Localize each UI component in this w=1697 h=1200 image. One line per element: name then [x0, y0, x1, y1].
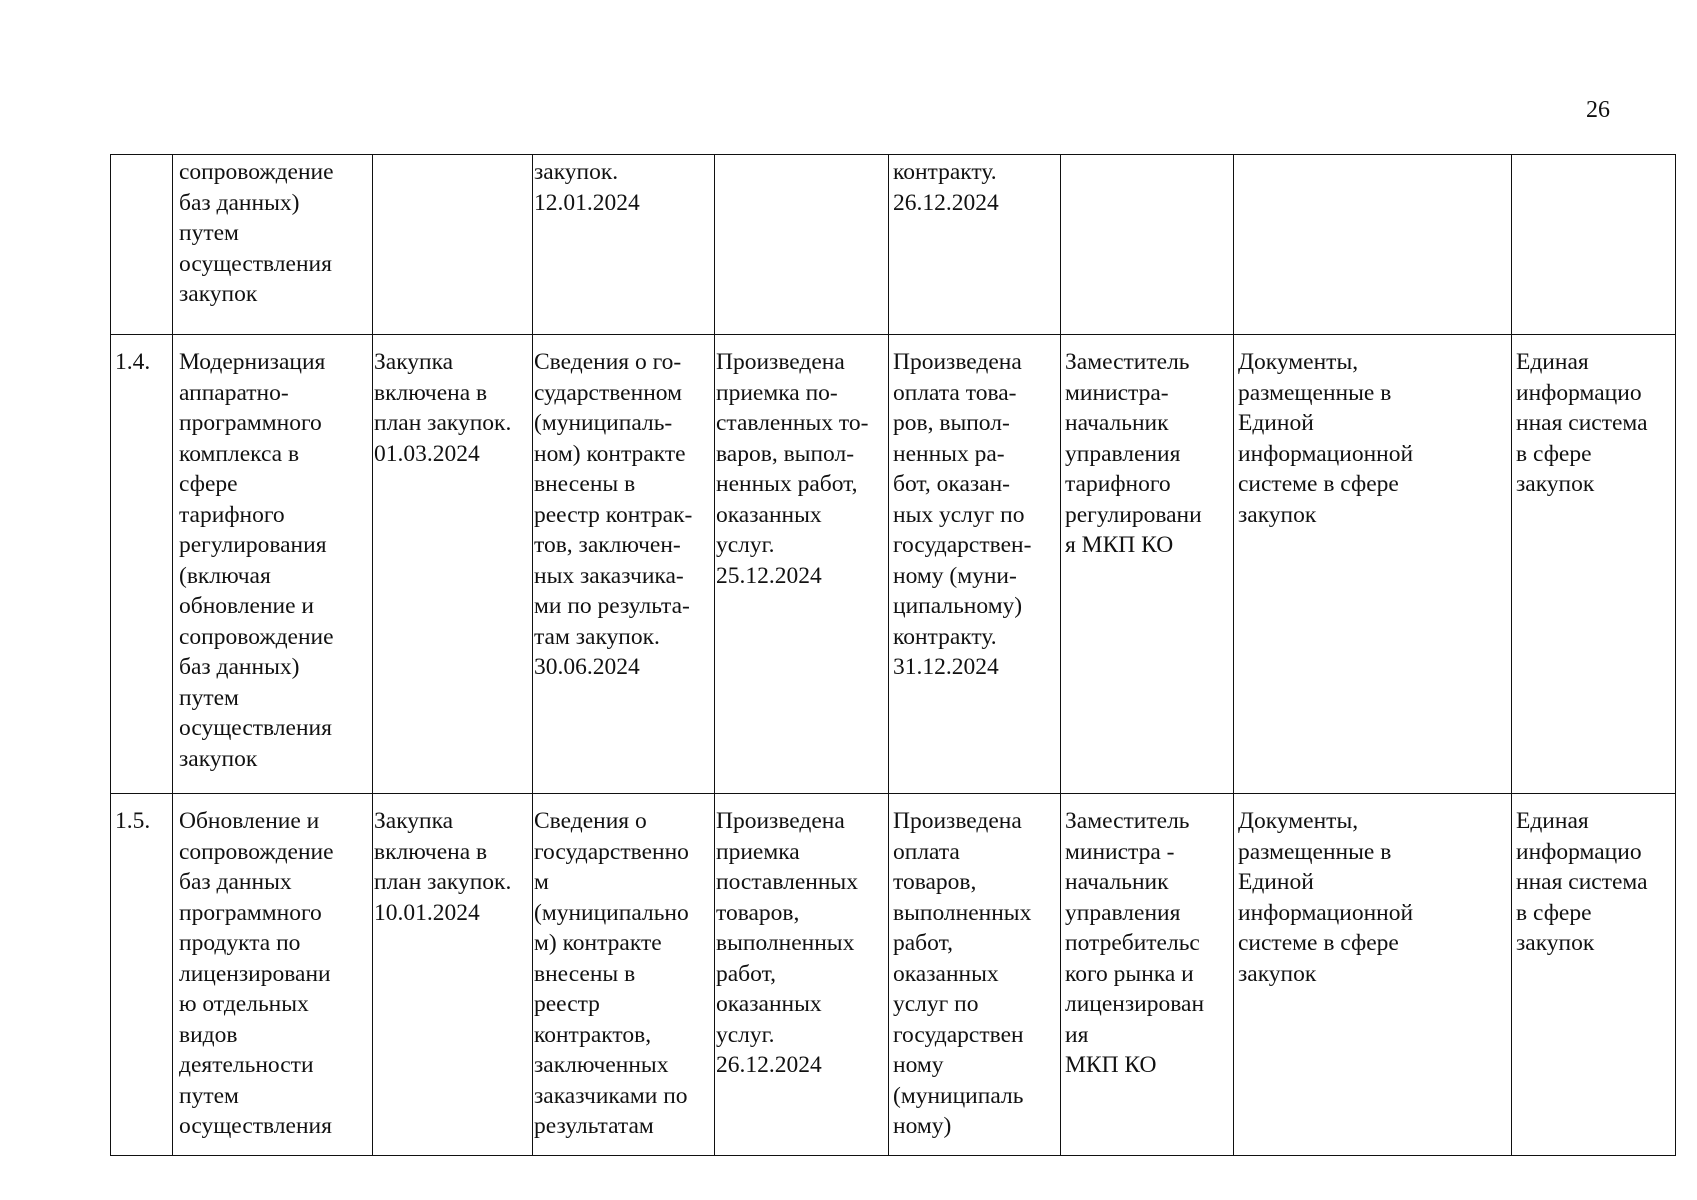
- info-system-cell: Единая информацио нная система в сфере закупок: [1512, 335, 1676, 794]
- event-name-cell: Модернизация аппаратно- программного комплекса в сфере тарифного регулирования (включая обновление и сопровождение баз данных) путем осуществления закупок: [173, 335, 373, 794]
- contract-registry-cell: Сведения о государственно м (муниципально м) контракте внесены в реестр контрактов, заключенных заказчиками по результатам: [533, 794, 715, 1156]
- responsible-cell: Заместитель министра - начальник управления потребительс кого рынка и лицензирован ия МКП КО: [1061, 794, 1234, 1156]
- table-row: [111, 155, 1676, 335]
- payment-cell: Произведена оплата това- ров, выпол- ненных ра- бот, оказан- ных услуг по государствен- ному (муни- ципальному) контракту. 31.12.2024: [889, 335, 1061, 794]
- documents-cell: Документы, размещенные в Единой информационной системе в сфере закупок: [1234, 335, 1512, 794]
- event-name-cell: сопровождение баз данных) путем осуществления закупок: [173, 155, 373, 335]
- payment-cell: Произведена оплата товаров, выполненных работ, оказанных услуг по государствен ному (муниципаль ному): [889, 794, 1061, 1156]
- documents-cell: Документы, размещенные в Единой информационной системе в сфере закупок: [1234, 794, 1512, 1156]
- page-number: 26: [1586, 97, 1610, 123]
- acceptance-cell: [715, 155, 889, 335]
- event-name-cell: Обновление и сопровождение баз данных программного продукта по лицензировани ю отдельных видов деятельности путем осуществления: [173, 794, 373, 1156]
- row-number-cell: [111, 155, 173, 335]
- inclusion-cell: Закупка включена в план закупок. 10.01.2024: [373, 794, 533, 1156]
- documents-cell: [1234, 155, 1512, 335]
- inclusion-cell: [373, 155, 533, 335]
- events-table: [110, 154, 1676, 1156]
- info-system-cell: Единая информацио нная система в сфере закупок: [1512, 794, 1676, 1156]
- inclusion-cell: Закупка включена в план закупок. 01.03.2024: [373, 335, 533, 794]
- row-number-cell: 1.4.: [111, 335, 173, 794]
- contract-registry-cell: закупок. 12.01.2024: [533, 155, 715, 335]
- table-row: [111, 335, 1676, 794]
- responsible-cell: Заместитель министра- начальник управления тарифного регулировани я МКП КО: [1061, 335, 1234, 794]
- table-row: [111, 794, 1676, 1156]
- acceptance-cell: Произведена приемка поставленных товаров, выполненных работ, оказанных услуг. 26.12.2024: [715, 794, 889, 1156]
- info-system-cell: [1512, 155, 1676, 335]
- row-number-cell: 1.5.: [111, 794, 173, 1156]
- payment-cell: контракту. 26.12.2024: [889, 155, 1061, 335]
- contract-registry-cell: Сведения о го- сударственном (муниципаль- ном) контракте внесены в реестр контрак- тов, заключен- ных заказчика- ми по результа- там закупок. 30.06.2024: [533, 335, 715, 794]
- acceptance-cell: Произведена приемка по- ставленных то- варов, выпол- ненных работ, оказанных услуг. 25.12.2024: [715, 335, 889, 794]
- responsible-cell: [1061, 155, 1234, 335]
